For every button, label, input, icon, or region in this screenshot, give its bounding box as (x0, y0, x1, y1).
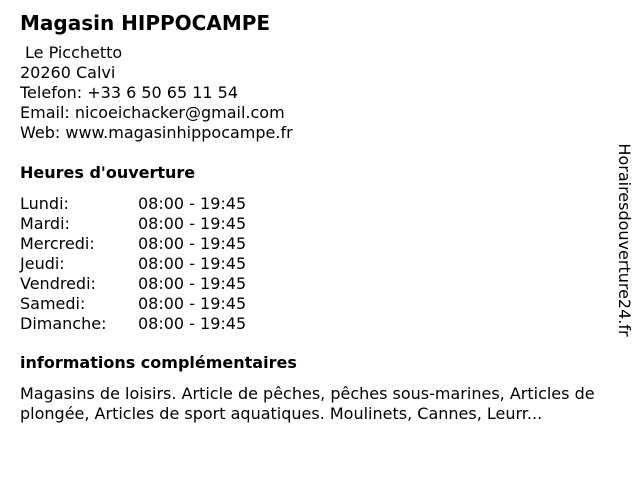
hours-heading: Heures d'ouverture (20, 163, 196, 182)
hours-row-thursday (20, 254, 246, 274)
website-line[interactable]: Web: www.magasinhippocampe.fr (20, 123, 293, 142)
site-watermark: Horairesdouverture24.fr (615, 143, 634, 337)
info-description: Magasins de loisirs. Article de pêches, pêches sous-marines, Articles de plongée, Articles de sport aquatiques. Moulinets, Cannes, Leurr... (20, 384, 595, 423)
info-heading: informations complémentaires (20, 353, 297, 372)
day-label: Jeudi: (20, 254, 65, 273)
street-line: Le Picchetto (25, 43, 123, 62)
time-range: 08:00 - 19:45 (138, 254, 247, 273)
time-range: 08:00 - 19:45 (138, 214, 247, 233)
email-line[interactable]: Email: nicoeichacker@gmail.com (20, 103, 285, 122)
hours-row-tuesday (20, 214, 246, 234)
day-label: Mercredi: (20, 234, 95, 253)
time-range: 08:00 - 19:45 (138, 194, 247, 213)
phone-line[interactable]: Telefon: +33 6 50 65 11 54 (20, 83, 239, 102)
hours-row-saturday (20, 294, 246, 314)
day-label: Vendredi: (20, 274, 96, 293)
store-title: Magasin HIPPOCAMPE (20, 11, 271, 35)
day-label: Dimanche: (20, 314, 107, 333)
hours-table (20, 194, 246, 334)
day-label: Mardi: (20, 214, 70, 233)
time-range: 08:00 - 19:45 (138, 294, 247, 313)
day-label: Lundi: (20, 194, 69, 213)
time-range: 08:00 - 19:45 (138, 274, 247, 293)
address-block (20, 43, 293, 143)
day-label: Samedi: (20, 294, 86, 313)
hours-row-wednesday (20, 234, 246, 254)
hours-row-friday (20, 274, 246, 294)
time-range: 08:00 - 19:45 (138, 314, 247, 333)
hours-row-sunday (20, 314, 246, 334)
hours-row-monday (20, 194, 246, 214)
time-range: 08:00 - 19:45 (138, 234, 247, 253)
city-line: 20260 Calvi (20, 63, 116, 82)
